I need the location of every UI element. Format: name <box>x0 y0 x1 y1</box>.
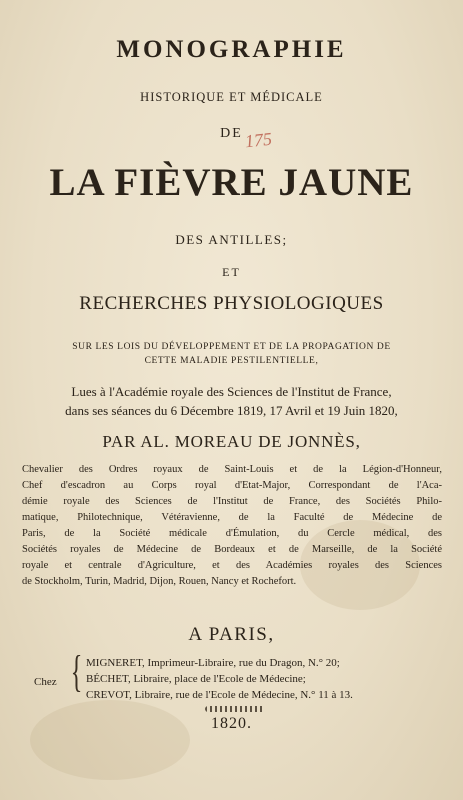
title-connector-et: ET <box>222 265 241 279</box>
author-credentials-line: Sociétés royales de Médecine de Bordeaux et de Marseille, de la Société <box>22 544 442 555</box>
author-credentials-line: de Stockholm, Turin, Madrid, Dijon, Rouen, Nancy et Rochefort. <box>22 576 297 587</box>
second-title: RECHERCHES PHYSIOLOGIQUES <box>79 293 384 314</box>
publisher-line: CREVOT, Libraire, rue de l'Ecole de Médecine, N.° 11 à 13. <box>86 689 353 701</box>
main-title: LA FIÈVRE JAUNE <box>49 161 414 204</box>
publication-year: 1820. <box>211 715 252 732</box>
handwritten-mark: 175 <box>243 128 273 152</box>
author-line: PAR AL. MOREAU DE JONNÈS, <box>102 432 361 451</box>
imprint-city: A PARIS, <box>188 624 275 645</box>
author-credentials-line: royale et centrale d'Agriculture, et des Académies royales des Sciences <box>22 560 442 571</box>
paper-stain <box>30 700 190 780</box>
title-antilles: DES ANTILLES; <box>175 232 288 247</box>
book-title: MONOGRAPHIE <box>116 36 347 63</box>
imprint-chez: Chez <box>34 676 57 688</box>
second-title-line-1: SUR LES LOIS DU DÉVELOPPEMENT ET DE LA PROPAGATION DE <box>72 342 391 352</box>
author-credentials-line: Chevalier des Ordres royaux de Saint-Louis et de la Légion-d'Honneur, <box>22 464 442 475</box>
brace-icon: { <box>70 647 83 696</box>
reading-note-line-2: dans ses séances du 6 Décembre 1819, 17 Avril et 19 Juin 1820, <box>65 403 398 418</box>
publisher-line: BÉCHET, Libraire, place de l'Ecole de Médecine; <box>86 673 306 685</box>
publisher-line: MIGNERET, Imprimeur-Libraire, rue du Dragon, N.° 20; <box>86 657 340 669</box>
author-credentials-line: matique, Philotechnique, Vétéravienne, de la Faculté de Médecine de <box>22 512 442 523</box>
book-subtitle: HISTORIQUE ET MÉDICALE <box>140 90 323 104</box>
author-credentials-line: Chef d'escadron au Corps royal d'Etat-Major, Correspondant de l'Aca- <box>22 480 442 491</box>
ornamental-rule <box>205 706 265 712</box>
second-title-line-2: CETTE MALADIE PESTILENTIELLE, <box>144 356 319 366</box>
reading-note-line-1: Lues à l'Académie royale des Sciences de l'Institut de France, <box>71 384 392 399</box>
title-connector-de: DE <box>220 126 243 141</box>
author-credentials-line: Paris, de la Société médicale d'Émulation, du Cercle médical, des <box>22 528 442 539</box>
author-credentials-line: démie royale des Sciences de l'Institut de France, des Sociétés Philo- <box>22 496 442 507</box>
